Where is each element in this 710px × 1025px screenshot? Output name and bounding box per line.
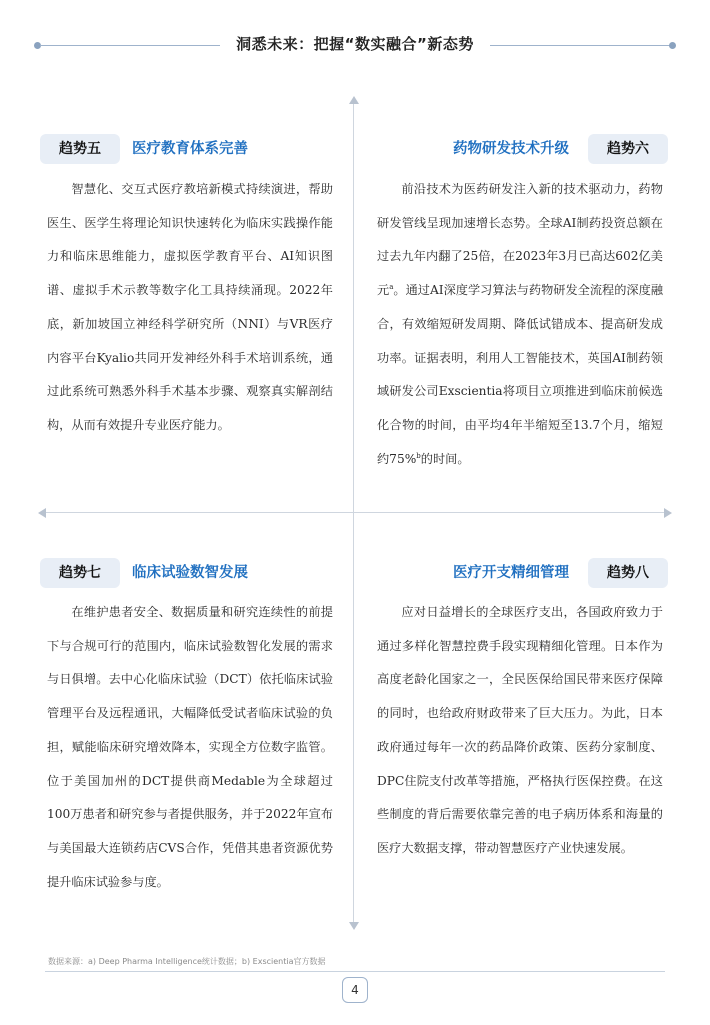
footnote-b-marker: b [416, 451, 421, 460]
trend-8-tag: 趋势八 [588, 558, 668, 588]
trend-5-tag: 趋势五 [40, 134, 120, 164]
trend-5-body: 智慧化、交互式医疗教培新模式持续演进，帮助医生、医学生将理论知识快速转化为临床实践操作能力和临床思维能力，虚拟医学教育平台、AI知识图谱、虚拟手术示教等数字化工具持续涌现。2022年底，新加坡国立神经科学研究所（NNI）与VR医疗内容平台Kyalio共同开发神经外科手术培训系统，通过此系统可熟悉外科手术基本步骤、观察真实解剖结构，从而有效提升专业医疗能力。 [47, 182, 333, 432]
footnote-a-marker: a [389, 283, 394, 292]
header-right-dot [669, 42, 676, 49]
trend-5-title: 医疗教育体系完善 [132, 141, 248, 157]
vertical-divider [353, 102, 354, 924]
trend-6-body [377, 173, 663, 476]
data-source-note: 数据来源：a) Deep Pharma Intelligence统计数据；b) Exscientia官方数据 [48, 957, 326, 966]
footer-rule [45, 971, 665, 972]
arrow-right-icon [664, 508, 672, 518]
arrow-left-icon [38, 508, 46, 518]
trend-6-body-part-b: 。通过AI深度学习算法与药物研发全流程的深度融合，有效缩短研发周期、降低试错成本、提高研发成功率。证据表明，利用人工智能技术，英国AI制药领域研发公司Exscientia将项目立项推进到临床前候选化合物的时间，由平均4年半缩短至13.7个月，缩短约75% [377, 283, 664, 466]
arrow-up-icon [349, 96, 359, 104]
trend-7-tag: 趋势七 [40, 558, 120, 588]
trend-8-body: 应对日益增长的全球医疗支出，各国政府致力于通过多样化智慧控费手段实现精细化管理。日本作为高度老龄化国家之一，全民医保给国民带来医疗保障的同时，也给政府财政带来了巨大压力。为此，日本政府通过每年一次的药品降价政策、医药分家制度、DPC住院支付改革等措施，严格执行医保控费。在这些制度的背后需要依靠完善的电子病历体系和海量的医疗大数据支撑，带动智慧医疗产业快速发展。 [377, 605, 663, 855]
trend-6-body-part-a: 前沿技术为医药研发注入新的技术驱动力，药物研发管线呈现加速增长态势。全球AI制药投资总额在过去九年内翻了25倍，在2023年3月已高达602亿美元 [377, 182, 663, 298]
arrow-down-icon [349, 922, 359, 930]
page-title: 洞悉未来：把握“数实融合”新态势 [236, 35, 474, 53]
trend-7-body: 在维护患者安全、数据质量和研究连续性的前提下与合规可行的范围内，临床试验数智化发展的需求与日俱增。去中心化临床试验（DCT）依托临床试验管理平台及远程通讯，大幅降低受试者临床试验的负担，赋能临床研究增效降本，实现全方位数字监管。位于美国加州的DCT提供商Medable为全球超过100万患者和研究参与者提供服务，并于2022年宣布与美国最大连锁药店CVS合作，凭借其患者资源优势提升临床试验参与度。 [47, 605, 333, 889]
trend-6-title: 药物研发技术升级 [453, 141, 569, 157]
page-number: 4 [342, 977, 368, 1003]
horizontal-divider [44, 512, 666, 513]
trend-6-tag: 趋势六 [588, 134, 668, 164]
trend-7-title: 临床试验数智发展 [132, 565, 248, 581]
header-right-rule [490, 45, 670, 46]
trend-6-body-part-c: 的时间。 [420, 451, 470, 466]
trend-8-title: 医疗开支精细管理 [453, 565, 569, 581]
